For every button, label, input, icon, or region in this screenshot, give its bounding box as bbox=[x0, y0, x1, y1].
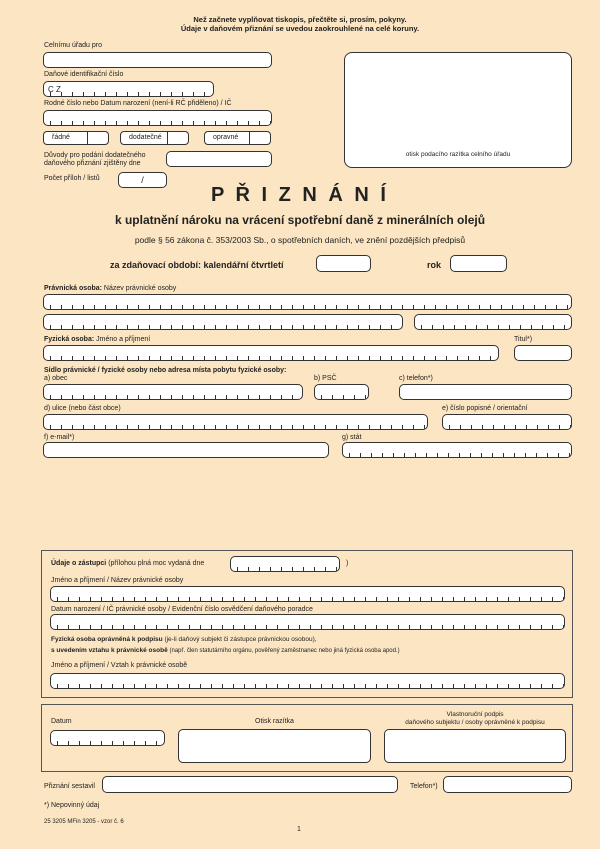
power-of-attorney-date-input[interactable] bbox=[230, 556, 340, 572]
year-label: rok bbox=[427, 260, 442, 270]
footer-phone-input[interactable] bbox=[443, 776, 572, 793]
signature-sign-box[interactable] bbox=[384, 729, 566, 763]
attachments-label: Počet příloh / listů bbox=[44, 175, 100, 182]
legal-person-label-bold: Právnická osoba: bbox=[44, 285, 102, 292]
rep-relation-input[interactable] bbox=[50, 673, 565, 689]
signature-date-label: Datum bbox=[51, 718, 72, 725]
year-input[interactable] bbox=[450, 255, 507, 272]
quarter-input[interactable] bbox=[316, 255, 371, 272]
authorized-person-note: (je-li daňový subjekt či zástupce právnickou osobou), bbox=[164, 636, 317, 643]
state-input[interactable] bbox=[342, 442, 572, 458]
office-label: Celnímu úřadu pro bbox=[44, 42, 102, 49]
authorized-person-label bbox=[51, 636, 317, 644]
phone-input[interactable] bbox=[399, 384, 572, 400]
relation-note: (např. člen statutárního orgánu, pověřený zaměstnanec nebo jiná fyzická osoba apod.) bbox=[169, 648, 400, 654]
footer-phone-label: Telefon*) bbox=[410, 783, 438, 790]
office-input[interactable] bbox=[43, 52, 272, 68]
house-number-label: e) číslo popisné / orientační bbox=[442, 405, 528, 412]
type-corrective-label: opravné bbox=[213, 134, 239, 141]
compiled-by-input[interactable] bbox=[102, 776, 398, 793]
header-line-2: Údaje v daňovém přiznání se uvedou zaokrouhlené na celé koruny. bbox=[180, 24, 420, 33]
natural-person-label-text: Jméno a příjmení bbox=[96, 336, 151, 343]
dic-prefix: C Z bbox=[48, 85, 61, 94]
type-additional-checkbox[interactable] bbox=[120, 131, 189, 145]
legal-name-input-3[interactable] bbox=[414, 314, 572, 330]
signature-date-input[interactable] bbox=[50, 730, 165, 746]
representative-heading-close: ) bbox=[346, 560, 349, 567]
city-label: a) obec bbox=[44, 375, 68, 382]
stamp-box bbox=[344, 52, 572, 168]
legal-name-input-1[interactable] bbox=[43, 294, 572, 310]
dic-label: Daňové identifikační číslo bbox=[44, 71, 124, 78]
attachments-separator: / bbox=[141, 175, 144, 185]
rc-label: Rodné číslo nebo Datum narození (není-li RČ přiděleno) / IČ bbox=[44, 100, 232, 107]
city-input[interactable] bbox=[43, 384, 303, 400]
stamp-label: otisk podacího razítka celního úřadu bbox=[405, 151, 511, 158]
compiled-by-label: Přiznání sestavil bbox=[44, 783, 95, 790]
relation-label bbox=[51, 647, 400, 655]
phone-label: c) telefon*) bbox=[399, 375, 433, 382]
form-code: 25 3205 MFin 3205 - vzor č. 6 bbox=[44, 819, 124, 825]
rep-birth-label: Datum narození / IČ právnické osoby / Evidenční číslo osvědčení daňového poradce bbox=[51, 606, 313, 613]
legal-name-input-2[interactable] bbox=[43, 314, 403, 330]
optional-note: *) Nepovinný údaj bbox=[44, 802, 100, 809]
law-reference: podle § 56 zákona č. 353/2003 Sb., o spotřebních daních, ve znění pozdějších předpisů bbox=[134, 235, 466, 245]
representative-heading-bold: Údaje o zástupci bbox=[51, 560, 107, 567]
title-input[interactable] bbox=[514, 345, 572, 361]
address-heading: Sídlo právnické / fyzické osoby nebo adresa místa pobytu fyzické osoby: bbox=[44, 367, 287, 374]
email-label: f) e-mail*) bbox=[44, 434, 75, 441]
relation-bold: s uvedením vztahu k právnické osobě bbox=[51, 647, 168, 654]
signature-stamp-box bbox=[178, 729, 371, 763]
authorized-person-bold: Fyzická osoba oprávněná k podpisu bbox=[51, 636, 163, 643]
natural-name-input[interactable] bbox=[43, 345, 499, 361]
representative-heading-text: (přílohou plná moc vydaná dne bbox=[108, 560, 205, 567]
legal-person-label bbox=[44, 285, 176, 293]
zip-input[interactable] bbox=[314, 384, 369, 400]
reasons-date-input[interactable] bbox=[166, 151, 272, 167]
dic-input[interactable] bbox=[43, 81, 214, 97]
reasons-label-1: Důvody pro podání dodatečného bbox=[44, 152, 146, 159]
signature-stamp-label: Otisk razítka bbox=[255, 718, 294, 725]
state-label: g) stát bbox=[342, 434, 362, 441]
rep-name-input[interactable] bbox=[50, 586, 565, 602]
signature-sign-label-1: Vlastnoruční podpis bbox=[446, 711, 504, 718]
representative-heading bbox=[51, 560, 204, 568]
title-label: Titul*) bbox=[514, 336, 533, 343]
street-input[interactable] bbox=[43, 414, 428, 430]
type-additional-label: dodatečné bbox=[129, 134, 162, 141]
type-regular-checkbox[interactable] bbox=[43, 131, 109, 145]
header-line-1: Než začnete vyplňovat tiskopis, přečtěte si, prosím, pokyny. bbox=[193, 15, 407, 24]
natural-person-label bbox=[44, 336, 150, 344]
street-label: d) ulice (nebo část obce) bbox=[44, 405, 121, 412]
zip-label: b) PSČ bbox=[314, 375, 337, 382]
rep-relation-label: Jméno a příjmení / Vztah k právnické osobě bbox=[51, 662, 188, 669]
type-corrective-checkbox[interactable] bbox=[204, 131, 271, 145]
period-label: za zdaňovací období: kalendářní čtvrtletí bbox=[110, 260, 284, 270]
house-number-input[interactable] bbox=[442, 414, 572, 430]
page-title: P Ř I Z N Á N Í bbox=[211, 184, 389, 206]
type-regular-label: řádné bbox=[52, 134, 70, 141]
natural-person-label-bold: Fyzická osoba: bbox=[44, 336, 95, 343]
page-subtitle: k uplatnění nároku na vrácení spotřební daně z minerálních olejů bbox=[114, 213, 486, 227]
reasons-label-2: daňového přiznání zjištěny dne bbox=[44, 160, 141, 167]
legal-person-label-text: Název právnické osoby bbox=[103, 285, 177, 292]
rep-birth-input[interactable] bbox=[50, 614, 565, 630]
rep-name-label: Jméno a příjmení / Název právnické osoby bbox=[51, 577, 184, 584]
signature-sign-label-2: daňového subjektu / osoby oprávněné k podpisu bbox=[405, 719, 545, 726]
email-input[interactable] bbox=[43, 442, 329, 458]
page-number: 1 bbox=[297, 826, 301, 833]
rc-input[interactable] bbox=[43, 110, 272, 126]
